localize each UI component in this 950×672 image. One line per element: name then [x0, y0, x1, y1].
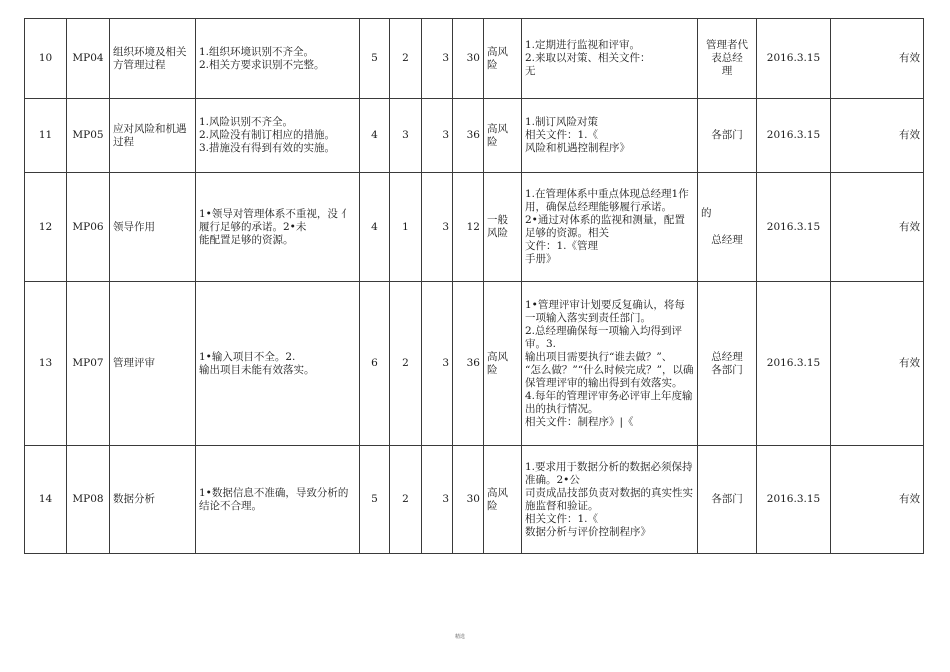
risk-table: [24, 18, 924, 554]
risk-description: [196, 99, 360, 173]
process-name: 组织环境及相关方管理过程: [110, 19, 196, 99]
probability-score: 2: [390, 19, 422, 99]
effective-date: 2016.3.15: [757, 282, 831, 446]
risk-level: 高风险: [484, 282, 522, 446]
footer-mark: 精选: [454, 634, 465, 640]
status: 有效: [831, 282, 924, 446]
risk-description: [196, 173, 360, 282]
risk-line: 2.风险没有制订相应的措施。: [199, 129, 336, 141]
status: 有效: [831, 173, 924, 282]
table-row: [25, 19, 924, 99]
risk-level: 高风险: [484, 99, 522, 173]
detection-score: 3: [422, 99, 453, 173]
process-name: 数据分析: [110, 446, 196, 554]
severity-score: 6: [360, 282, 390, 446]
risk-line: 输出项目未能有效落实。: [199, 363, 315, 376]
probability-score: 2: [390, 282, 422, 446]
risk-level: 高风险: [484, 446, 522, 554]
risk-priority-number: 12: [453, 173, 484, 282]
risk-line: 1.组织环境识别不齐全。: [199, 45, 315, 58]
severity-score: 4: [360, 99, 390, 173]
process-name: 领导作用: [110, 173, 196, 282]
process-code: MP06: [67, 173, 110, 282]
responsible-department: [698, 446, 757, 554]
responsible-name: 各部门: [711, 493, 743, 505]
status: 有效: [831, 99, 924, 173]
severity-score: 4: [360, 173, 390, 282]
effective-date: 2016.3.15: [757, 173, 831, 282]
process-code: MP05: [67, 99, 110, 173]
row-number: 11: [25, 99, 67, 173]
control-measures: 1.定期进行监视和评审。 2.来取以对策、相关文件： 无: [522, 19, 698, 99]
risk-description: [196, 282, 360, 446]
responsible-name: 各部门: [711, 129, 743, 141]
risk-priority-number: 36: [453, 99, 484, 173]
risk-line: 1•数据信息不准确，导致分析的结论不合理。: [199, 486, 349, 512]
status: 有效: [831, 19, 924, 99]
process-code: MP04: [67, 19, 110, 99]
process-code: MP07: [67, 282, 110, 446]
risk-level: 高风险: [484, 19, 522, 99]
effective-date: 2016.3.15: [757, 446, 831, 554]
control-measures: 1•管理评审计划要反复确认，将每一项输入落实到责任部门。 2.总经理确保每一项输入均得到评审。3. 输出项目需要执行“谁去做？”、 “怎么做？”“什么时候完成？”，以确保管理评审的输出得到有效落实。 4.每年的管理评审务必评审上年度输出的执行情况。 相关文件：制程序》|《: [522, 282, 698, 446]
process-name: 管理评审: [110, 282, 196, 446]
table-row: [25, 446, 924, 554]
risk-line: 能配置足够的资源。: [199, 233, 294, 246]
effective-date: 2016.3.15: [757, 19, 831, 99]
row-number: 12: [25, 173, 67, 282]
effective-date: 2016.3.15: [757, 99, 831, 173]
severity-score: 5: [360, 446, 390, 554]
responsible-name: 总经理: [711, 234, 743, 246]
detection-score: 3: [422, 282, 453, 446]
responsible-department: [698, 173, 757, 282]
table-row: [25, 99, 924, 173]
row-number: 13: [25, 282, 67, 446]
risk-priority-number: 30: [453, 19, 484, 99]
severity-score: 5: [360, 19, 390, 99]
control-measures: 1.制订风险对策 相关文件：1.《 风险和机遇控制程序》: [522, 99, 698, 173]
risk-line: 3.措施没有得到有效的实施。: [199, 142, 336, 154]
process-code: MP08: [67, 446, 110, 554]
risk-line: 1.风险识别不齐全。: [199, 116, 294, 128]
detection-score: 3: [422, 446, 453, 554]
risk-priority-number: 36: [453, 282, 484, 446]
detection-score: 3: [422, 173, 453, 282]
table-row: [25, 282, 924, 446]
table-row: [25, 173, 924, 282]
probability-score: 1: [390, 173, 422, 282]
responsible-department: [698, 19, 757, 99]
control-measures: 1.在管理体系中重点体现总经理1作用，确保总经理能够履行承诺。 2•通过对体系的监视和测量，配置足够的资源。相关 文件：1.《管理 手册》: [522, 173, 698, 282]
responsible-name: 管理者代 表总经 理: [706, 39, 748, 77]
responsible-department: [698, 282, 757, 446]
row-number: 14: [25, 446, 67, 554]
risk-description: [196, 19, 360, 99]
responsible-prefix: 的: [701, 207, 712, 219]
risk-line: 1•领导对管理体系不重视，没 ⺅履行足够的承诺。2•未: [199, 207, 352, 233]
risk-line: 1•输入项目不全。2.: [199, 350, 296, 363]
risk-line: 2.相关方要求识别不完整。: [199, 58, 325, 71]
probability-score: 3: [390, 99, 422, 173]
probability-score: 2: [390, 446, 422, 554]
risk-description: [196, 446, 360, 554]
control-measures: 1.要求用于数据分析的数据必须保持准确。2•公 司责成品技部负责对数据的真实性实施监督和验证。 相关文件：1.《 数据分析与评价控制程序》: [522, 446, 698, 554]
process-name: 应对风险和机遇过程: [110, 99, 196, 173]
responsible-name: 总经理 各部门: [711, 350, 743, 376]
risk-priority-number: 30: [453, 446, 484, 554]
detection-score: 3: [422, 19, 453, 99]
row-number: 10: [25, 19, 67, 99]
risk-level: 一般风险: [484, 173, 522, 282]
status: 有效: [831, 446, 924, 554]
responsible-department: [698, 99, 757, 173]
